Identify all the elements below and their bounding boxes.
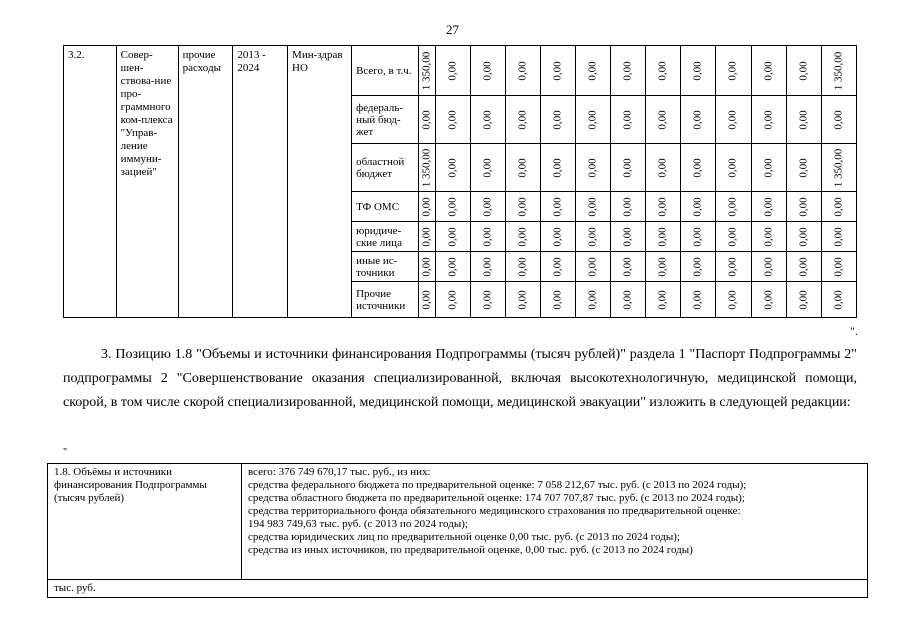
value-cell — [786, 222, 821, 252]
value-cell — [681, 252, 716, 282]
source-cell: иные ис-точники — [352, 252, 419, 282]
value-cell — [540, 282, 575, 318]
value-cell — [681, 192, 716, 222]
value-cell — [470, 192, 505, 222]
value-cell — [435, 96, 470, 144]
value-text: 0,00 — [726, 60, 739, 81]
value-text: 0,00 — [481, 157, 494, 178]
value-text: 0,00 — [691, 157, 704, 178]
value-cell — [576, 222, 611, 252]
passport-footer: тыс. руб. — [48, 580, 868, 598]
value-text: 0,00 — [446, 196, 459, 217]
value-cell — [540, 144, 575, 192]
value-cell — [681, 222, 716, 252]
value-text: 0,00 — [762, 196, 775, 217]
value-cell — [821, 222, 856, 252]
value-cell — [681, 282, 716, 318]
source-cell: федераль-ный бюд-жет — [352, 96, 419, 144]
passport-line: средства территориального фонда обязательного медицинского страхования по предварительной оценке: — [248, 505, 741, 517]
source-cell: ТФ ОМС — [352, 192, 419, 222]
value-text: 0,00 — [420, 109, 433, 130]
value-cell — [540, 96, 575, 144]
value-text: 0,00 — [516, 196, 529, 217]
value-cell — [505, 252, 540, 282]
value-cell — [505, 46, 540, 96]
period-cell: 2013 - 2024 — [233, 46, 288, 318]
value-text: 0,00 — [586, 256, 599, 277]
value-text: 0,00 — [797, 256, 810, 277]
value-cell — [435, 252, 470, 282]
value-text: 0,00 — [656, 256, 669, 277]
passport-line: средства юридических лиц по предварительной оценке 0,00 тыс. руб. (с 2013 по 2024 годы); — [248, 531, 680, 543]
value-text: 0,00 — [516, 289, 529, 310]
value-cell — [821, 46, 856, 96]
value-text: 0,00 — [762, 157, 775, 178]
value-cell — [716, 144, 751, 192]
value-text: 0,00 — [832, 256, 845, 277]
value-text: 0,00 — [420, 196, 433, 217]
value-cell — [470, 46, 505, 96]
value-cell — [470, 282, 505, 318]
value-text: 0,00 — [551, 109, 564, 130]
value-cell — [419, 192, 436, 222]
value-cell — [751, 222, 786, 252]
value-cell — [540, 222, 575, 252]
table-row — [64, 46, 857, 96]
value-cell — [821, 144, 856, 192]
value-cell — [786, 96, 821, 144]
value-text: 0,00 — [621, 196, 634, 217]
value-cell — [419, 46, 436, 96]
event-name-cell: Совер-шен-ствова-ние про-граммного ком-плекса "Управ-ление иммуни-зацией" — [116, 46, 178, 318]
value-text: 0,00 — [832, 289, 845, 310]
value-text: 0,00 — [691, 289, 704, 310]
value-text: 0,00 — [726, 109, 739, 130]
source-cell: юридиче-ские лица — [352, 222, 419, 252]
value-cell — [611, 96, 646, 144]
value-cell — [611, 192, 646, 222]
value-text: 0,00 — [797, 157, 810, 178]
value-text: 0,00 — [656, 289, 669, 310]
value-text: 0,00 — [481, 226, 494, 247]
value-text: 1 350,00 — [832, 148, 845, 187]
value-text: 0,00 — [516, 157, 529, 178]
value-cell — [419, 222, 436, 252]
value-cell — [751, 192, 786, 222]
passport-line: 194 983 749,63 тыс. руб. (с 2013 по 2024 годы); — [248, 518, 468, 530]
passport-line: средства областного бюджета по предварительной оценке: 174 707 707,87 тыс. руб. (с 2013 по 2024 годы); — [248, 492, 745, 504]
value-cell — [611, 282, 646, 318]
value-text: 0,00 — [586, 226, 599, 247]
value-cell — [646, 144, 681, 192]
value-text: 0,00 — [420, 256, 433, 277]
value-cell — [646, 46, 681, 96]
value-text: 0,00 — [726, 196, 739, 217]
value-cell — [716, 192, 751, 222]
value-text: 0,00 — [481, 60, 494, 81]
value-cell — [576, 46, 611, 96]
value-text: 0,00 — [832, 196, 845, 217]
value-text: 0,00 — [551, 196, 564, 217]
row-number-cell: 3.2. — [64, 46, 117, 318]
value-text: 0,00 — [726, 289, 739, 310]
value-cell — [681, 46, 716, 96]
closing-quote: ". — [850, 324, 858, 338]
value-text: 0,00 — [621, 256, 634, 277]
value-text: 0,00 — [446, 157, 459, 178]
passport-label: 1.8. Объёмы и источники финансирования Подпрограммы (тысяч рублей) — [48, 464, 242, 580]
value-text: 0,00 — [446, 289, 459, 310]
value-cell — [576, 252, 611, 282]
value-text: 0,00 — [586, 289, 599, 310]
value-cell — [821, 252, 856, 282]
value-text: 0,00 — [656, 157, 669, 178]
value-text: 0,00 — [656, 196, 669, 217]
value-cell — [419, 144, 436, 192]
value-text: 0,00 — [832, 109, 845, 130]
value-text: 0,00 — [656, 226, 669, 247]
value-text: 0,00 — [446, 109, 459, 130]
value-cell — [505, 192, 540, 222]
value-text: 0,00 — [797, 289, 810, 310]
value-cell — [821, 96, 856, 144]
value-cell — [540, 252, 575, 282]
value-cell — [716, 96, 751, 144]
value-text: 0,00 — [516, 256, 529, 277]
value-cell — [576, 192, 611, 222]
value-text: 0,00 — [797, 60, 810, 81]
value-cell — [419, 96, 436, 144]
executor-cell: Мин-здрав НО — [288, 46, 352, 318]
value-cell — [540, 192, 575, 222]
value-text: 0,00 — [762, 226, 775, 247]
value-cell — [611, 252, 646, 282]
value-text: 0,00 — [762, 256, 775, 277]
value-text: 0,00 — [621, 157, 634, 178]
value-text: 0,00 — [481, 196, 494, 217]
value-cell — [576, 96, 611, 144]
source-cell: Всего, в т.ч. — [352, 46, 419, 96]
passport-line: средства федерального бюджета по предварительной оценке: 7 058 212,67 тыс. руб. (с 2013 по 2024 годы); — [248, 479, 747, 491]
value-cell — [716, 46, 751, 96]
value-cell — [470, 144, 505, 192]
value-cell — [419, 282, 436, 318]
value-cell — [821, 282, 856, 318]
value-text: 0,00 — [832, 226, 845, 247]
value-cell — [505, 96, 540, 144]
value-text: 1 350,00 — [420, 148, 433, 187]
value-text: 0,00 — [691, 226, 704, 247]
value-cell — [505, 144, 540, 192]
value-cell — [611, 144, 646, 192]
value-text: 0,00 — [762, 60, 775, 81]
amendment-paragraph: 3. Позицию 1.8 "Объемы и источники финансирования Подпрограммы (тысяч рублей)" раздела 1 "Паспорт Подпрограммы 2" подпрограммы 2 "Совершенствование оказания специализированной, включая высокотехнологичную, медицинской помощи, скорой, в том числе скорой специализированной, медицинской помощи, медицинской эвакуации" изложить в следующей редакции: — [63, 347, 857, 410]
value-cell — [786, 144, 821, 192]
value-text: 0,00 — [726, 226, 739, 247]
value-cell — [435, 144, 470, 192]
value-text: 0,00 — [621, 289, 634, 310]
page-number: 27 — [446, 22, 459, 37]
passport-table — [47, 463, 868, 598]
value-text: 0,00 — [656, 109, 669, 130]
passport-content — [242, 464, 868, 580]
value-text: 0,00 — [586, 60, 599, 81]
value-cell — [646, 252, 681, 282]
value-text: 0,00 — [446, 60, 459, 81]
value-cell — [470, 96, 505, 144]
value-text: 0,00 — [481, 256, 494, 277]
value-cell — [821, 192, 856, 222]
value-text: 0,00 — [797, 109, 810, 130]
value-text: 0,00 — [446, 226, 459, 247]
value-text: 0,00 — [481, 109, 494, 130]
value-cell — [646, 192, 681, 222]
value-text: 0,00 — [446, 256, 459, 277]
value-text: 0,00 — [797, 226, 810, 247]
value-cell — [435, 282, 470, 318]
value-text: 0,00 — [420, 226, 433, 247]
value-cell — [751, 282, 786, 318]
value-cell — [786, 46, 821, 96]
value-cell — [751, 46, 786, 96]
value-text: 0,00 — [586, 109, 599, 130]
value-text: 0,00 — [516, 60, 529, 81]
source-cell: Прочие источники — [352, 282, 419, 318]
value-text: 0,00 — [621, 109, 634, 130]
value-cell — [419, 252, 436, 282]
value-cell — [435, 46, 470, 96]
value-text: 0,00 — [762, 289, 775, 310]
value-cell — [716, 282, 751, 318]
value-cell — [505, 222, 540, 252]
value-cell — [576, 144, 611, 192]
value-cell — [751, 144, 786, 192]
value-cell — [786, 252, 821, 282]
value-text: 0,00 — [726, 157, 739, 178]
value-cell — [786, 282, 821, 318]
value-cell — [540, 46, 575, 96]
value-text: 0,00 — [621, 226, 634, 247]
value-cell — [751, 96, 786, 144]
value-text: 0,00 — [551, 60, 564, 81]
value-cell — [646, 96, 681, 144]
value-cell — [505, 282, 540, 318]
value-cell — [681, 144, 716, 192]
value-text: 0,00 — [516, 109, 529, 130]
value-text: 0,00 — [551, 157, 564, 178]
value-cell — [470, 252, 505, 282]
value-text: 0,00 — [691, 109, 704, 130]
value-text: 0,00 — [420, 289, 433, 310]
source-cell: областной бюджет — [352, 144, 419, 192]
value-cell — [611, 46, 646, 96]
value-text: 0,00 — [691, 196, 704, 217]
value-cell — [646, 222, 681, 252]
value-text: 0,00 — [726, 256, 739, 277]
passport-line: средства из иных источников, по предварительной оценке, 0,00 тыс. руб. (с 2013 по 2024 годы) — [248, 544, 693, 556]
value-cell — [435, 192, 470, 222]
value-cell — [435, 222, 470, 252]
value-text: 0,00 — [481, 289, 494, 310]
value-text: 0,00 — [691, 60, 704, 81]
value-text: 0,00 — [656, 60, 669, 81]
value-cell — [646, 282, 681, 318]
value-text: 0,00 — [586, 196, 599, 217]
value-text: 1 350,00 — [832, 51, 845, 90]
value-text: 0,00 — [621, 60, 634, 81]
value-text: 0,00 — [762, 109, 775, 130]
value-text: 0,00 — [586, 157, 599, 178]
value-cell — [751, 252, 786, 282]
value-cell — [716, 252, 751, 282]
value-cell — [681, 96, 716, 144]
value-cell — [716, 222, 751, 252]
value-text: 0,00 — [551, 226, 564, 247]
expense-type-cell: прочие расходы — [178, 46, 233, 318]
value-text: 1 350,00 — [420, 51, 433, 90]
value-text: 0,00 — [691, 256, 704, 277]
value-cell — [470, 222, 505, 252]
value-text: 0,00 — [516, 226, 529, 247]
value-cell — [611, 222, 646, 252]
passport-line: всего: 376 749 670,17 тыс. руб., из них: — [248, 466, 431, 478]
financing-table — [63, 45, 857, 318]
value-cell — [576, 282, 611, 318]
opening-quote: " — [63, 447, 68, 458]
value-cell — [786, 192, 821, 222]
value-text: 0,00 — [551, 289, 564, 310]
value-text: 0,00 — [551, 256, 564, 277]
value-text: 0,00 — [797, 196, 810, 217]
